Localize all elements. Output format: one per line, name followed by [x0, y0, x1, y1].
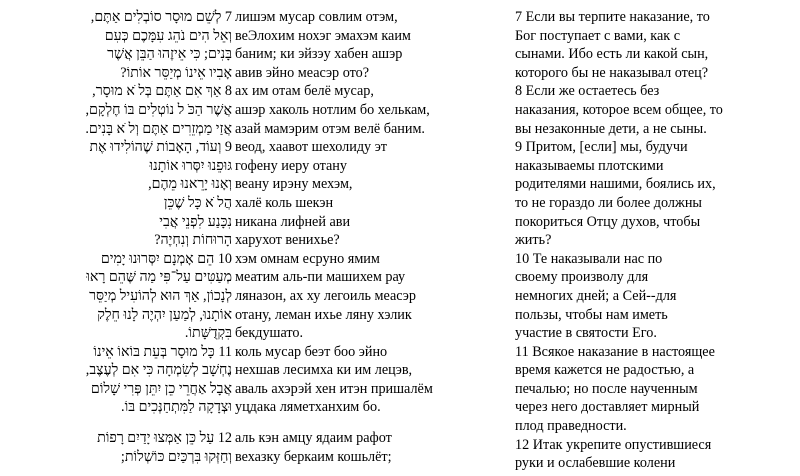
transliteration-line: аль кэн амцу ядаим рафот: [235, 430, 392, 447]
transliteration-line: никана лифней ави: [235, 213, 351, 230]
hebrew-line: לְנָכוֹן, אַךְ הוּא לְהוֹעִיל מְיַסֵּר: [89, 287, 232, 304]
russian-line: время кажется не радостью, а: [515, 362, 695, 379]
hebrew-line: אֲבָל אַחֲרֵי כֵן יִתֵּן פְּרִי שָׁלוֹם: [90, 380, 232, 397]
hebrew-line: וּצְדָקָה לַמִּתְחַנְּכִים בּוֹ.: [121, 399, 232, 416]
russian-line: 7 Если вы терпите наказание, то: [515, 9, 710, 25]
transliteration-line: харухот венихье?: [235, 232, 340, 249]
transliteration-line: отану, леман ихье ляну хэлик: [235, 306, 412, 323]
hebrew-line: 11 כָּל מוּסָר בְּעֵת בּוֹאוֹ אֵינוֹ: [93, 343, 232, 360]
hebrew-line: גּוּפֵנוּ יִסְּרוּ אוֹתָנוּ: [149, 157, 232, 174]
hebrew-line: 10 הֵם אָמְנָם יִסְּרוּנוּ יָמִים: [100, 250, 232, 267]
transliteration-line: меатим аль-пи машихем рау: [235, 269, 406, 286]
russian-line: через него доставляет мирный: [515, 399, 700, 416]
hebrew-line: וְחַזְּקוּ בִּרְכַּיִם כּוֹשְׁלוֹת;: [120, 448, 232, 465]
hebrew-line: הֲל ֹא כָּל שֶׁכֵּן: [163, 194, 232, 211]
russian-line: покориться Отцу духов, чтобы: [515, 213, 701, 230]
transliteration-line: гофену иеру отану: [235, 157, 347, 174]
transliteration-line: коль мусар беэт боо эйно: [235, 343, 388, 360]
transliteration-line: веод, хаавот шехолиду эт: [235, 139, 387, 156]
hebrew-column: [8, 8, 232, 466]
russian-line: пользы, чтобы нам иметь: [515, 306, 668, 323]
transliteration-column: [235, 8, 510, 466]
verse-gap: [8, 417, 232, 429]
transliteration-line: ляназон, ах ху легоиль меасэр: [235, 287, 416, 304]
hebrew-line: בָּנִים; כִּי אֵיזֶהוּ הַבֵּן אֲשֶׁר: [107, 46, 232, 63]
transliteration-line: вехазку беркаим кошьлёт;: [235, 448, 392, 465]
hebrew-line: מְעַטִּים עַל־פִּי מַה שֶּׁהֵם רָאוּ: [86, 269, 232, 286]
transliteration-line: халё коль шекэн: [235, 194, 334, 211]
russian-line: родителями нашими, боялись их,: [515, 176, 716, 193]
hebrew-line: 7 לְשֵׁם מוּסָר סוֹבְלִים אַתֶּם,: [90, 9, 232, 25]
russian-line: Бог поступает с вами, как с: [515, 27, 681, 44]
transliteration-line: лишэм мусар совлим отэм,: [235, 9, 398, 25]
transliteration-line: ашэр хаколь нотлим бо хелькам,: [235, 101, 430, 118]
hebrew-line: 9 וְעוֹד, הָאָבוֹת שֶׁהוֹלִידוּ אֶת: [89, 139, 232, 156]
russian-line: 11 Всякое наказание в настоящее: [515, 343, 715, 360]
russian-line: 8 Если же остаетесь без: [515, 83, 660, 100]
hebrew-line: 8 אַךְ אִם אַתֶּם בְּל ֹא מוּסָר,: [92, 83, 232, 100]
hebrew-line: אֲזַי מַמְזֵרִים אַתֶּם וְל ֹא בָּנִים.: [85, 120, 232, 137]
transliteration-line: авив эйно меасэр ото?: [235, 64, 370, 81]
hebrew-line: אוֹתָנוּ, לְמַעַן יִהְיֶה לָנוּ חֵלֶק: [97, 306, 232, 323]
russian-line: то не гораздо ли более должны: [515, 194, 702, 211]
transliteration-line: бекдушато.: [235, 325, 304, 342]
russian-line: плод праведности.: [515, 418, 627, 435]
hebrew-line: וְאֵל הִים נֹהֵג עִמָּכֶם כְּעִם: [104, 27, 232, 44]
russian-line: которого бы не наказывал отец?: [515, 64, 709, 81]
hebrew-line: נִכָּנַע לִפְנֵי אֲבִי: [159, 213, 232, 230]
hebrew-line: אָבִיו אֵינוֹ מְיַסֵּר אוֹתוֹ?: [120, 64, 232, 81]
russian-line: 10 Те наказывали нас по: [515, 250, 663, 267]
hebrew-line: אֲשֶׁר הַכֹּ ל נוֹטְלִים בּוֹ חֶלְקָם,: [85, 101, 232, 118]
russian-column: [515, 8, 795, 473]
russian-line: наказываемы плотскими: [515, 157, 664, 174]
russian-line: жить?: [515, 232, 552, 249]
russian-line: руки и ослабевшие колени: [515, 455, 676, 472]
transliteration-line: аваль ахэрэй хен итэн пришалём: [235, 380, 433, 397]
russian-line: своему произволу для: [515, 269, 649, 286]
hebrew-line: 12 עַל כֵּן אַמְּצוּ יָדַיִם רָפוֹת: [97, 430, 232, 447]
transliteration-line: баним; ки эйзэу хабен ашэр: [235, 46, 403, 63]
russian-line: наказания, которое всем общее, то: [515, 101, 723, 118]
hebrew-line: בִּקְדֻשָּׁתוֹ.: [184, 325, 232, 342]
hebrew-line: הָרוּחוֹת וְנִחְיֶה?: [154, 232, 232, 249]
hebrew-line: נֶחְשָׁב לְשִׂמְחָה כִּי אִם לְעֶצֶב,: [85, 362, 232, 379]
verse-gap: [235, 417, 510, 429]
russian-line: 12 Итак укрепите опустившиеся: [515, 436, 712, 453]
transliteration-line: веану ирэну мехэм,: [235, 176, 353, 193]
russian-line: вы незаконные дети, а не сыны.: [515, 120, 707, 137]
transliteration-line: нехшав лесимха ки им лецэв,: [235, 362, 413, 379]
transliteration-line: ах им отам белё мусар,: [235, 83, 374, 100]
transliteration-line: хэм омнам есруно ямим: [235, 250, 380, 267]
russian-line: участие в святости Его.: [515, 325, 657, 342]
russian-line: сынами. Ибо есть ли какой сын,: [515, 46, 709, 63]
russian-line: печалью; но после наученным: [515, 380, 698, 397]
transliteration-line: уцдака ляметханхим бо.: [235, 399, 381, 416]
transliteration-line: веЭлохим нохэг эмахэм каим: [235, 27, 411, 44]
russian-line: немногих дней; а Сей--для: [515, 287, 677, 304]
transliteration-line: азай мамэрим отэм велё баним.: [235, 120, 425, 137]
hebrew-line: וְאָנוּ יָרֵאנוּ מֵהֶם,: [148, 176, 232, 193]
russian-line: 9 Притом, [если] мы, будучи: [515, 139, 688, 156]
